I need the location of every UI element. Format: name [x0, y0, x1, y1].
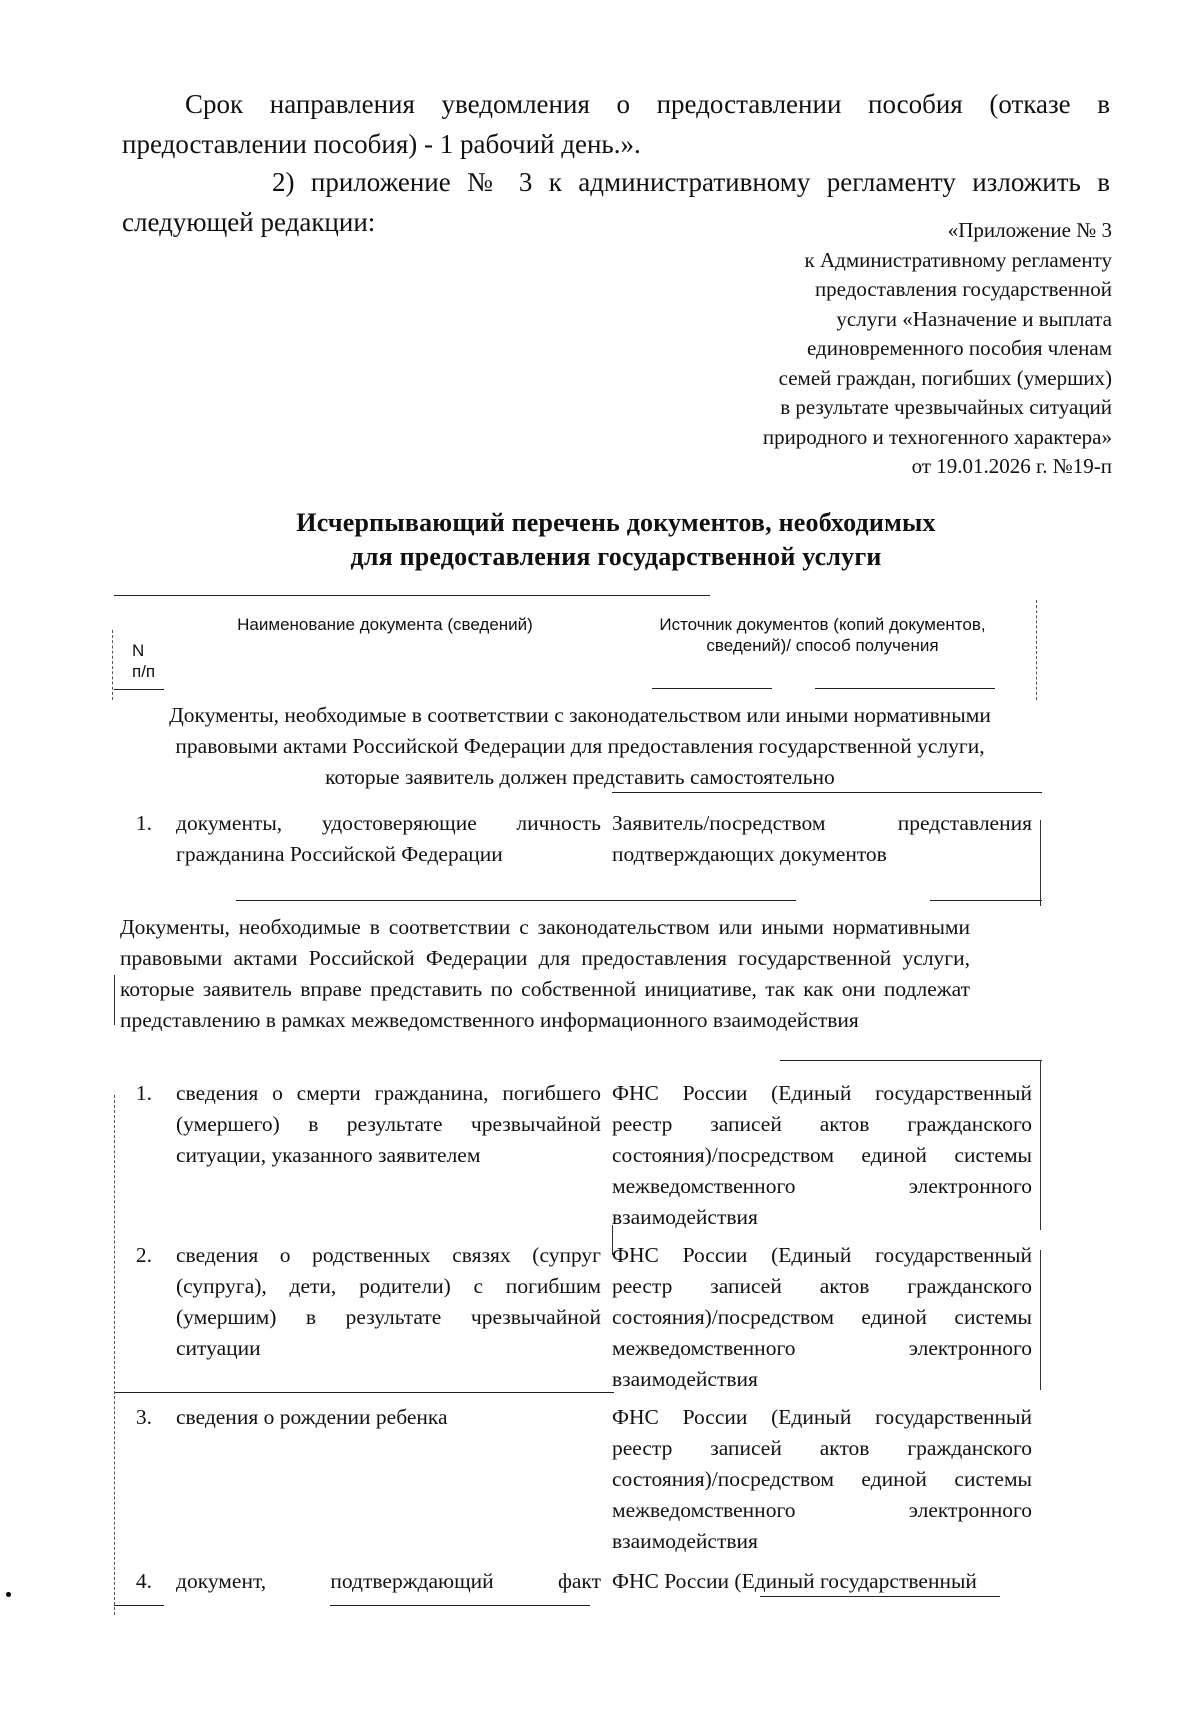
intro-paragraph-deadline: Срок направления уведомления о предоставлении пособия (отказе в предоставлении пособия) - 1 рабочий день.». [122, 89, 1110, 159]
row-document-name: сведения о родственных связях (супруг (супруга), дети, родители) с погибшим (умершим) в результате чрезвычайной ситуации [176, 1243, 601, 1360]
appendix-line: от 19.01.2026 г. №19-п [911, 454, 1112, 478]
row-document-source: ФНС России (Единый государственный реестр записей актов гражданского состояния)/посредством единой системы межведомственного электронного взаимодействия [612, 1081, 1032, 1229]
table-rule [236, 900, 796, 901]
table-rule [1040, 820, 1041, 906]
table-rule [930, 900, 1042, 901]
appendix-note [652, 216, 1112, 482]
header-num: N п/п [132, 641, 156, 681]
appendix-line: предоставления государственной [814, 277, 1112, 301]
appendix-line: к Административному регламенту [804, 247, 1112, 272]
header-name: Наименование документа (сведений) [237, 615, 533, 634]
table-rule [114, 689, 164, 690]
table-rule [652, 688, 772, 689]
margin-dot [6, 1592, 11, 1597]
row-document-name: сведения о рождении ребенка [176, 1405, 448, 1429]
appendix-line: в результате чрезвычайных ситуаций [780, 395, 1112, 419]
document-title-line: для предоставления государственной услуги [350, 542, 882, 571]
row-number: 1. [135, 1081, 152, 1105]
table-rule [114, 595, 710, 596]
table-rule [780, 1060, 1042, 1061]
table-rule [114, 1605, 164, 1606]
table-rule [1040, 1060, 1041, 1230]
row-document-source: ФНС России (Единый государственный реестр записей актов гражданского состояния)/посредством единой системы межведомственного электронного взаимодействия [612, 1405, 1032, 1553]
appendix-line: единовременного пособия членам [807, 336, 1112, 360]
table-rule [1036, 600, 1037, 700]
row-document-name: сведения о смерти гражданина, погибшего (умершего) в результате чрезвычайной ситуации, указанного заявителем [176, 1081, 601, 1167]
row-number: 1. [135, 811, 152, 835]
header-source: Источник документов (копий документов, сведений)/ способ получения [659, 615, 986, 655]
table-rule [330, 1605, 590, 1606]
row-document-name: документы, удостоверяющие личность гражданина Российской Федерации [176, 811, 601, 866]
row-number: 3. [135, 1405, 152, 1429]
row-document-name: документ, подтверждающий факт [176, 1569, 601, 1593]
table-rule [114, 1392, 614, 1393]
table-rule [112, 630, 113, 700]
row-number: 2. [135, 1243, 152, 1267]
row-document-source: ФНС России (Единый государственный реестр записей актов гражданского состояния)/посредством единой системы межведомственного электронного взаимодействия [612, 1243, 1032, 1391]
section-title: Документы, необходимые в соответствии с законодательством или иными нормативными правовыми актами Российской Федерации для предоставления государственной услуги, которые заявитель вправе представить по собственной инициативе, так как они подлежат представлению в рамках межведомственного информационного взаимодействия [120, 915, 970, 1032]
intro-paragraph-amendment: 2) приложение № 3 к административному регламенту изложить в следующей редакции: [122, 167, 1110, 237]
table-rule [1040, 1250, 1041, 1390]
table-rule [815, 688, 995, 689]
appendix-line: «Приложение № 3 [947, 218, 1112, 242]
appendix-line: семей граждан, погибших (умерших) [778, 365, 1112, 390]
section-title: Документы, необходимые в соответствии с законодательством или иными нормативными правовыми актами Российской Федерации для предоставления государственной услуги, которые заявитель должен представить самостоятельно [169, 703, 991, 789]
document-title-line: Исчерпывающий перечень документов, необходимых [296, 508, 936, 537]
row-document-source: Заявитель/посредством представления подтверждающих документов [612, 811, 1032, 866]
appendix-line: услуги «Назначение и выплата [836, 306, 1112, 331]
row-number: 4. [135, 1569, 152, 1593]
appendix-line: природного и техногенного характера» [762, 424, 1112, 449]
table-rule [114, 1095, 115, 1615]
table-rule [114, 975, 115, 1025]
row-document-source: ФНС России (Единый государственный [612, 1569, 977, 1593]
document-title [122, 506, 1110, 574]
